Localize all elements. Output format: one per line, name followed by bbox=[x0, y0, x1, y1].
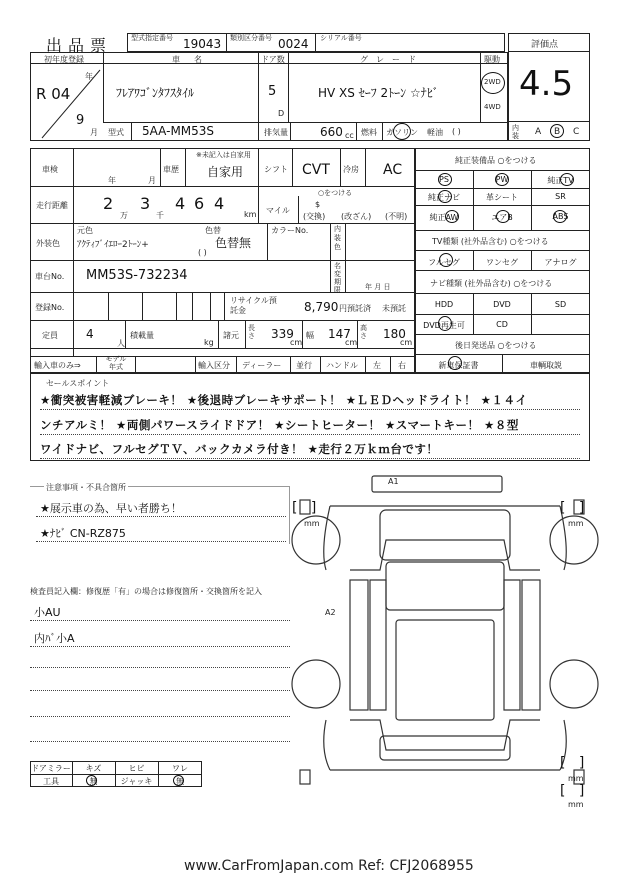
color-change-label: 色替 bbox=[205, 226, 221, 235]
height-label: 高さ bbox=[360, 324, 367, 340]
tv-oneseg: ワンセグ bbox=[486, 258, 518, 267]
bracket-fl: [ ] bbox=[292, 500, 317, 516]
shaken-label: 車検 bbox=[42, 165, 58, 174]
form-title: 出品票 bbox=[46, 36, 113, 55]
length: 339 bbox=[271, 327, 294, 341]
recycle-label: リサイクル預託金 bbox=[230, 296, 277, 315]
shaken-month: 月 bbox=[148, 176, 156, 185]
tv-title: TV種類 (社外品含む) ○をつける bbox=[432, 237, 549, 246]
car-diagram bbox=[290, 470, 600, 820]
name-change-label: 名変期限 bbox=[334, 262, 341, 294]
mileage-d1: 2 bbox=[103, 194, 114, 213]
interior-a: A bbox=[535, 127, 542, 137]
footer-watermark: www.CarFromJapan.com Ref: CFJ2068955 bbox=[184, 858, 474, 874]
chassis-label: 車台No. bbox=[35, 272, 65, 281]
model-year-label: モデル年式 bbox=[105, 355, 127, 371]
oem-abs: ABS bbox=[552, 212, 569, 221]
nav-cd: CD bbox=[496, 320, 508, 329]
recycle: 8,790 bbox=[304, 300, 339, 314]
oem-airbag: エアB bbox=[491, 213, 513, 222]
load-kg: kg bbox=[204, 338, 214, 347]
orig-color-label: 元色 bbox=[77, 226, 93, 235]
acc-crack: ヒビ bbox=[128, 764, 145, 773]
notes-line-1: ★展示車の為、早い者勝ち！ bbox=[40, 502, 182, 515]
nav-dvd: DVD bbox=[493, 300, 511, 309]
grade-score: 4.5 bbox=[519, 64, 574, 104]
acc-scratch: キズ bbox=[85, 764, 102, 773]
doors-label: ドア数 bbox=[261, 55, 285, 64]
usage-label: 車歴 bbox=[163, 165, 179, 174]
oem-tv: 純正TV bbox=[547, 176, 574, 185]
color-label: 外装色 bbox=[36, 239, 60, 248]
name-label: 車名 bbox=[172, 55, 216, 64]
acc-tools: 工具 bbox=[43, 777, 59, 786]
inspector-line-1: 小AU bbox=[34, 606, 61, 619]
capacity-label: 定員 bbox=[42, 331, 58, 340]
displacement: 660 bbox=[320, 125, 343, 139]
slash-line bbox=[38, 66, 102, 140]
mileage-d5: 4 bbox=[214, 194, 225, 213]
nav-hdd: HDD bbox=[434, 300, 454, 309]
later-manual: 車輌取説 bbox=[530, 361, 562, 370]
color-paren: ( ) bbox=[198, 248, 207, 257]
mileage-label: 走行距離 bbox=[36, 201, 68, 210]
model-label: 型式 bbox=[108, 128, 124, 137]
reg-no-label: 登録No. bbox=[35, 303, 65, 312]
drive-4wd: 4WD bbox=[484, 103, 501, 111]
sales-line-1: ★衝突被害軽減ブレーキ！ ★後退時ブレーキサポート！ ★ＬＥＤヘッドライト！ ★１４イ bbox=[40, 393, 528, 407]
reg-year-label: 年 bbox=[85, 72, 93, 81]
class-no: 0024 bbox=[278, 37, 309, 51]
handle-label: ハンドル bbox=[326, 361, 358, 370]
color-change: 色替無 bbox=[215, 236, 252, 250]
mm-fr: mm bbox=[568, 519, 584, 528]
handle-left: 左 bbox=[373, 361, 381, 370]
sales-line-3: ワイドナビ、フルセグＴＶ、バックカメラ付き！ ★走行２万ｋｍ台です！ bbox=[40, 442, 439, 456]
mile-opt-1: $ bbox=[315, 200, 321, 209]
mile-opt-3: (改ざん) bbox=[341, 212, 372, 221]
mileage-d3: 4 bbox=[175, 194, 186, 213]
type-label: 型式指定番号 bbox=[131, 34, 173, 42]
notes-line-2: ★ﾅﾋﾞ CN-RZ875 bbox=[40, 527, 126, 540]
nav-dvd-play: DVD再生可 bbox=[423, 321, 465, 330]
fuel-label: 燃料 bbox=[361, 128, 377, 137]
shift: CVT bbox=[302, 162, 330, 178]
mileage-d4: 6 bbox=[194, 194, 205, 213]
cc: cc bbox=[345, 131, 354, 140]
mile-circle-note: ○をつける bbox=[318, 189, 353, 197]
nav-sd: SD bbox=[554, 300, 567, 309]
doors: 5 bbox=[268, 84, 277, 99]
type-no: 19043 bbox=[183, 37, 222, 51]
grade: HV XS ｾｰﾌ 2ﾄｰﾝ ☆ﾅﾋﾞ bbox=[318, 86, 439, 100]
diagram-a2: A2 bbox=[325, 608, 336, 617]
oem-title: 純正装備品 ○をつける bbox=[455, 156, 537, 165]
mileage-km: km bbox=[244, 210, 257, 219]
height: 180 bbox=[383, 327, 406, 341]
color-no-label: カラーNo. bbox=[271, 226, 309, 235]
usage: 自家用 bbox=[207, 165, 244, 179]
notes-label: 注意事項・不具合箇所 bbox=[46, 483, 126, 492]
diagram-a1: A1 bbox=[388, 477, 399, 486]
width-label: 幅 bbox=[306, 331, 314, 340]
reg-year: R 04 bbox=[36, 85, 71, 103]
later-title: 後日発送品 ○をつける bbox=[455, 341, 537, 350]
door-d: D bbox=[278, 109, 285, 118]
inspector-line-2: 内ﾊﾞ小A bbox=[34, 632, 75, 645]
oem-navi: 純正ナビ bbox=[428, 193, 460, 202]
name-change-date: 年 月 日 bbox=[365, 283, 391, 291]
interior-color-label: 内装色 bbox=[334, 225, 341, 251]
interior-b: B bbox=[554, 127, 561, 137]
recycle-unpaid: 未預託 bbox=[382, 304, 406, 313]
capacity-unit: 人 bbox=[117, 339, 125, 348]
mm-fl: mm bbox=[304, 519, 320, 528]
load-label: 積載量 bbox=[130, 331, 154, 340]
width-cm: cm bbox=[345, 338, 358, 347]
import-opt-parallel: 並行 bbox=[296, 361, 312, 370]
bracket-rl: [ ] bbox=[560, 755, 585, 771]
interior-c: C bbox=[573, 127, 580, 137]
later-warranty: 新車保証書 bbox=[438, 361, 479, 370]
grade-label: グレード bbox=[360, 55, 424, 64]
displacement-label: 排気量 bbox=[264, 128, 288, 137]
score-label: 評価点 bbox=[531, 40, 559, 50]
drive-label: 駆動 bbox=[484, 55, 500, 64]
mile-label: マイル bbox=[266, 206, 290, 215]
import-label: 輸入車のみ⇒ bbox=[34, 361, 81, 370]
oem-aw: 純正AW bbox=[429, 213, 459, 222]
fuel-light: 軽油 bbox=[427, 128, 443, 137]
mm-rr: mm bbox=[568, 800, 584, 809]
mm-rl: mm bbox=[568, 774, 584, 783]
shift-label: シフト bbox=[264, 165, 288, 174]
mileage-d2: 3 bbox=[140, 194, 151, 213]
acc-jack: ジャッキ bbox=[120, 777, 153, 786]
mile-opt-2: (交換) bbox=[303, 212, 326, 221]
mileage-man: 万 bbox=[120, 211, 128, 220]
length-cm: cm bbox=[290, 338, 303, 347]
width: 147 bbox=[328, 327, 351, 341]
class-label: 類別区分番号 bbox=[230, 34, 272, 42]
mileage-sen: 千 bbox=[156, 211, 164, 220]
mile-opt-4: (不明) bbox=[385, 212, 408, 221]
reg-month-label: 月 bbox=[90, 128, 98, 137]
usage-note: ※未記入は自家用 bbox=[196, 151, 251, 159]
handle-right: 右 bbox=[398, 361, 406, 370]
shaken-year: 年 bbox=[108, 176, 116, 185]
capacity: 4 bbox=[86, 327, 94, 341]
oem-leather: 革シート bbox=[486, 193, 518, 202]
ac-label: 冷房 bbox=[343, 165, 359, 174]
tv-analog: アナログ bbox=[544, 258, 577, 267]
sales-line-2: ンチアルミ！ ★両側パワースライドドア！ ★シートヒーター！ ★スマートキー！ ★８型 bbox=[40, 418, 519, 432]
oem-ps: PS bbox=[439, 175, 449, 184]
oem-sr: SR bbox=[555, 192, 566, 201]
dims-label: 諸元 bbox=[223, 331, 239, 340]
acc-tools-val: 無 bbox=[89, 777, 98, 786]
import-div-label: 輸入区分 bbox=[198, 361, 230, 370]
import-opt-dealer: ディーラー bbox=[242, 361, 282, 370]
sales-label: セールスポイント bbox=[46, 379, 110, 388]
acc-broken: ワレ bbox=[172, 764, 188, 773]
tv-fullseg: フルセグ bbox=[428, 258, 460, 267]
oem-pw: PW bbox=[495, 175, 509, 184]
inspector-label: 検査員記入欄：修復歴「有」の場合は修復箇所・交換箇所を記入 bbox=[30, 587, 262, 596]
acc-mirror: ドアミラー bbox=[31, 764, 71, 773]
drive-2wd: 2WD bbox=[484, 78, 501, 86]
bracket-fr: [ ] bbox=[560, 500, 585, 516]
bracket-rr: [ ] bbox=[560, 783, 585, 799]
ac: AC bbox=[383, 162, 403, 178]
interior-label: 内装 bbox=[512, 124, 519, 140]
serial-label: シリアル番号 bbox=[320, 34, 362, 42]
reg-month: 9 bbox=[76, 113, 85, 128]
model: 5AA-MM53S bbox=[142, 124, 215, 138]
first-reg-label: 初年度登録 bbox=[44, 55, 84, 64]
fuel-gas: ガソリン bbox=[386, 128, 418, 137]
nav-title: ナビ種類 (社外品含む) ○をつける bbox=[430, 279, 553, 288]
fuel-paren: ( ) bbox=[452, 127, 461, 136]
recycle-unit: 円預託済 bbox=[339, 304, 371, 313]
height-cm: cm bbox=[400, 338, 413, 347]
length-label: 長さ bbox=[248, 324, 255, 340]
chassis: MM53S-732234 bbox=[86, 268, 188, 283]
orig-color: ｱｸﾃｨﾌﾞｲｴﾛｰ2ﾄｰﾝ+ bbox=[77, 240, 149, 250]
acc-jack-val: 無 bbox=[176, 777, 184, 786]
vehicle-name: ﾌﾚｱﾜｺﾞﾝﾀﾌｽﾀｲﾙ bbox=[116, 86, 195, 100]
